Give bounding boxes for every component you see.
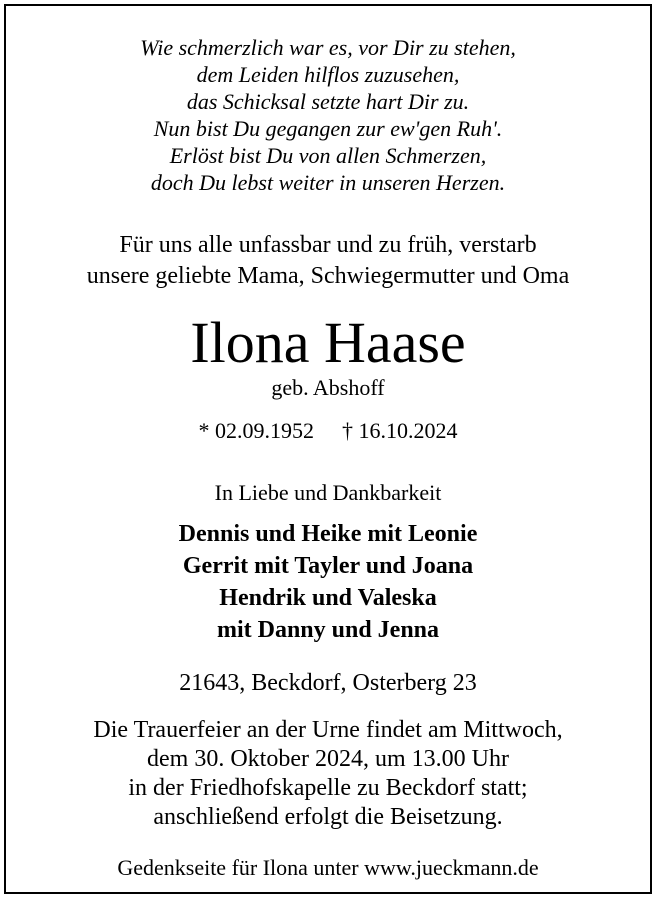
obituary-frame bbox=[4, 4, 652, 894]
family-names bbox=[12, 518, 644, 646]
birth-name: geb. Abshoff bbox=[271, 375, 385, 400]
family-address: 21643, Beckdorf, Osterberg 23 bbox=[179, 670, 477, 696]
poem-line: das Schicksal setzte hart Dir zu. bbox=[186, 89, 470, 114]
ceremony-details bbox=[12, 716, 644, 832]
ceremony-line: Die Trauerfeier an der Urne findet am Mittwoch, bbox=[93, 717, 563, 743]
family-line: Gerrit mit Tayler und Joana bbox=[182, 553, 474, 579]
family-line: Hendrik und Valeska bbox=[219, 585, 437, 611]
family-line: mit Danny und Jenna bbox=[216, 617, 440, 643]
intro-line: unsere geliebte Mama, Schwiegermutter und Oma bbox=[86, 263, 570, 289]
poem-line: Erlöst bist Du von allen Schmerzen, bbox=[169, 143, 487, 168]
poem-line: doch Du lebst weiter in unseren Herzen. bbox=[150, 170, 506, 195]
intro-line: Für uns alle unfassbar und zu früh, verstarb bbox=[119, 232, 537, 258]
memorial-poem bbox=[12, 34, 644, 196]
poem-line: Nun bist Du gegangen zur ew'gen Ruh'. bbox=[153, 116, 503, 141]
announcement-intro bbox=[12, 230, 644, 292]
ceremony-line: anschließend erfolgt die Beisetzung. bbox=[153, 804, 503, 830]
poem-line: dem Leiden hilflos zuzusehen, bbox=[196, 62, 460, 87]
family-line: Dennis und Heike mit Leonie bbox=[178, 521, 478, 547]
deceased-name: Ilona Haase bbox=[190, 310, 466, 375]
birth-date: * 02.09.1952 bbox=[198, 418, 314, 443]
poem-line: Wie schmerzlich war es, vor Dir zu stehen, bbox=[140, 35, 516, 60]
ceremony-line: in der Friedhofskapelle zu Beckdorf statt; bbox=[128, 775, 528, 801]
thanks-line: In Liebe und Dankbarkeit bbox=[214, 480, 442, 505]
death-date: † 16.10.2024 bbox=[342, 418, 458, 443]
life-dates bbox=[12, 417, 644, 445]
ceremony-line: dem 30. Oktober 2024, um 13.00 Uhr bbox=[147, 746, 509, 772]
memorial-page-note: Gedenkseite für Ilona unter www.jueckmann.de bbox=[117, 855, 539, 880]
